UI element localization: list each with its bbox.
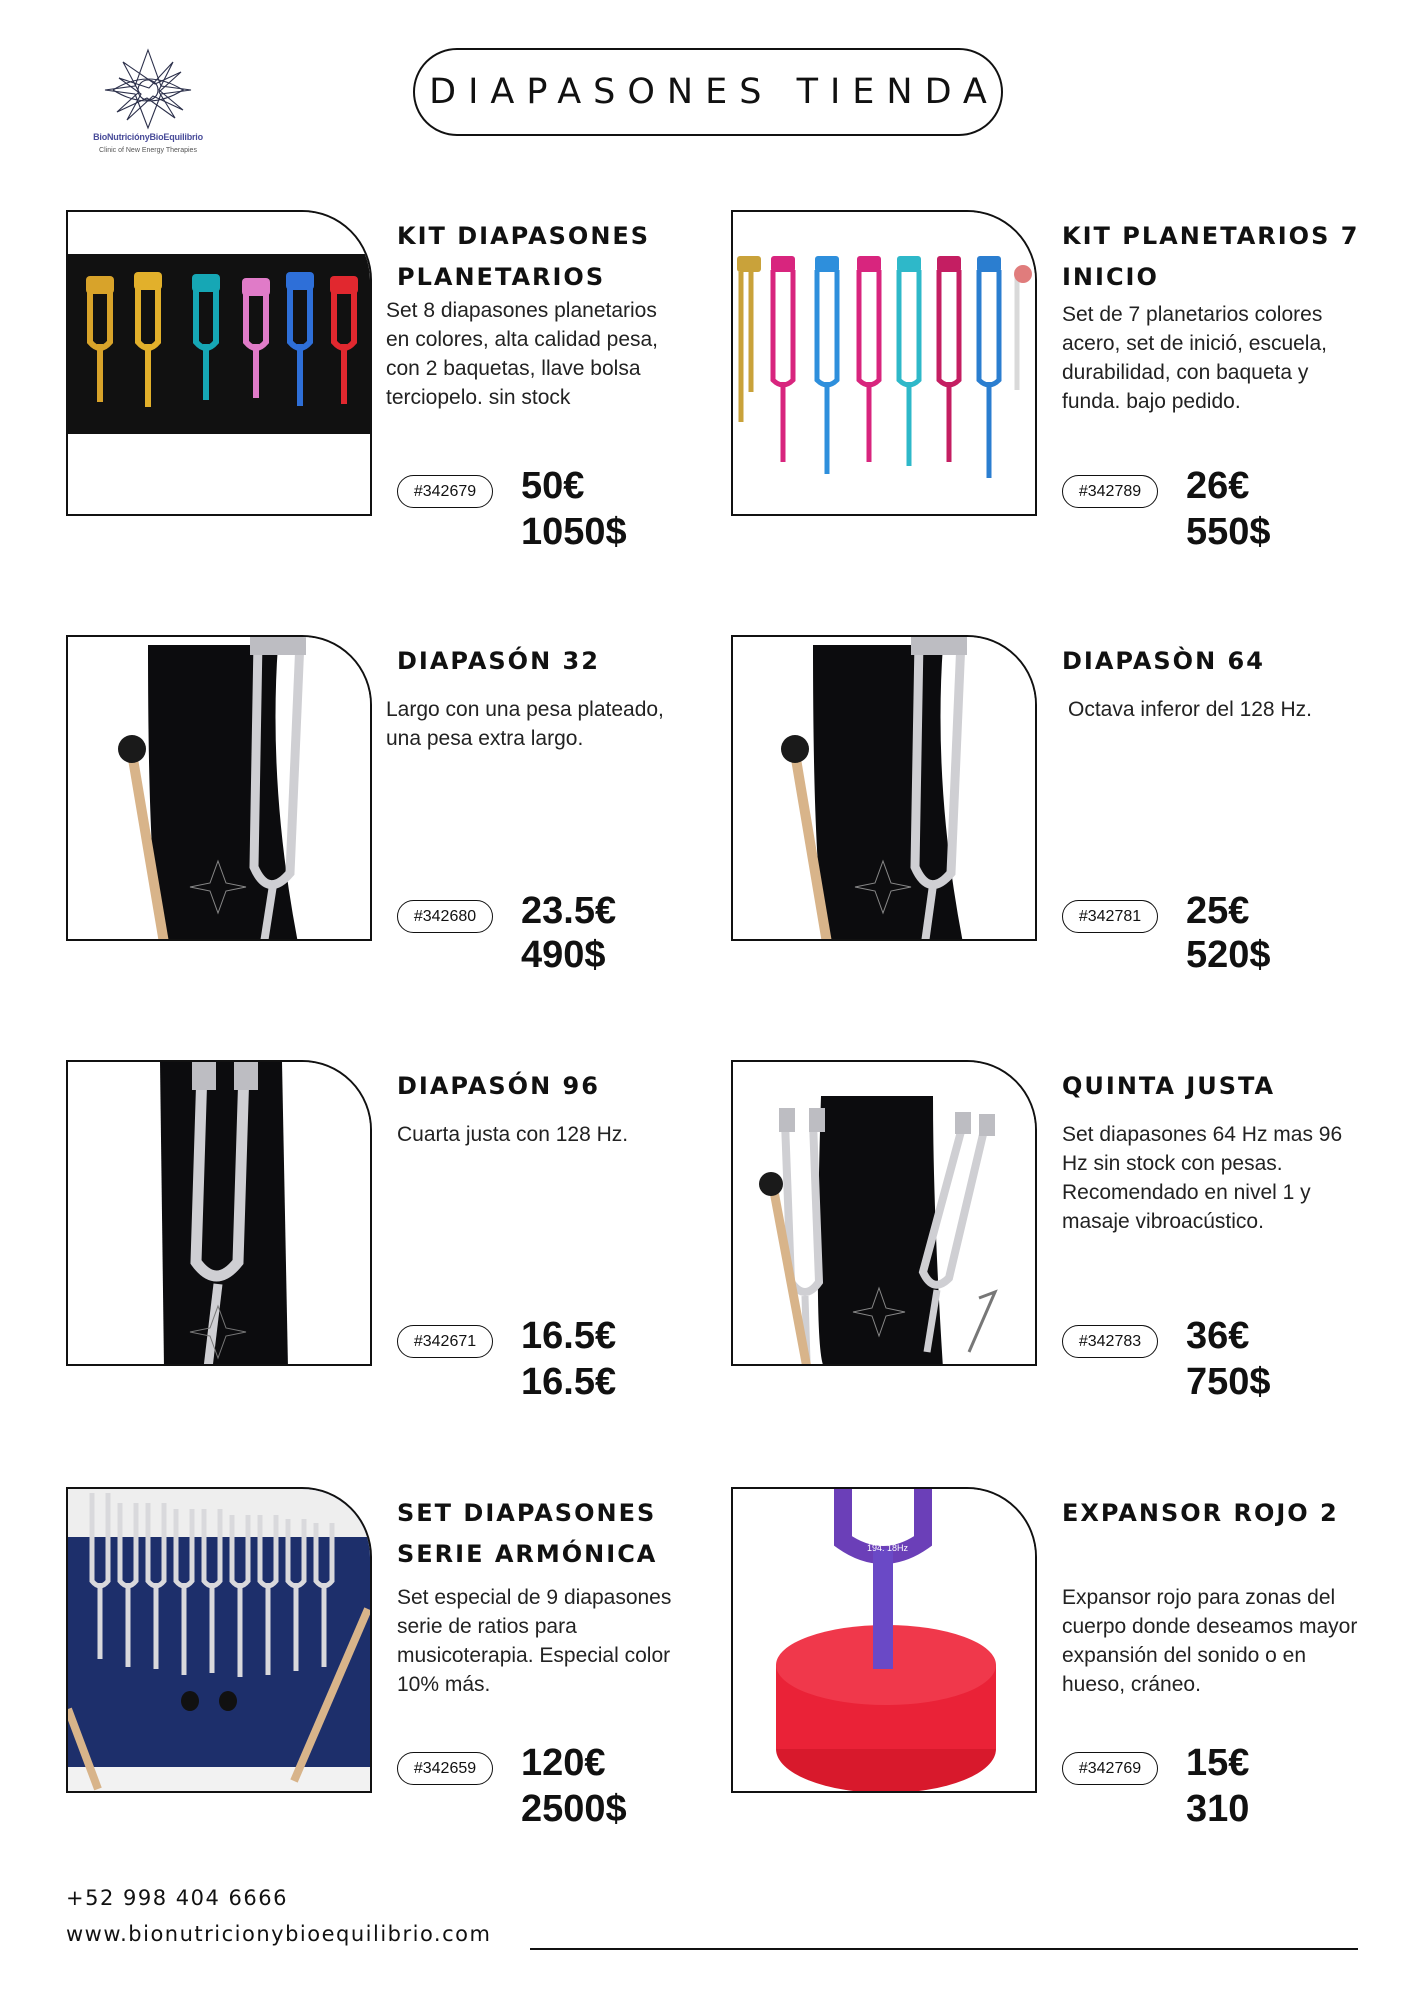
price-usd: 550$ — [1186, 511, 1271, 553]
product-name: SET DIAPASONES SERIE ARMÓNICA — [397, 1499, 658, 1568]
purple-fork-on-red-expander-image — [733, 1489, 1037, 1793]
price-eur: 50€ — [521, 465, 585, 507]
brand-tagline: Clinic of New Energy Therapies — [99, 147, 197, 154]
product-card[interactable] — [66, 1487, 706, 1830]
product-image[interactable] — [731, 1060, 1037, 1366]
footer-divider — [530, 1948, 1358, 1950]
page-title: DIAPASONES TIENDA — [429, 72, 999, 112]
product-name: KIT DIAPASONES PLANETARIOS — [397, 222, 651, 291]
product-description: Expansor rojo para zonas del cuerpo donde deseamos mayor expansión del sonido o en hueso, cráneo. — [1062, 1586, 1358, 1696]
price-usd: 1050$ — [521, 511, 627, 553]
price-usd: 2500$ — [521, 1788, 627, 1830]
silver-fork-with-mallet-image — [68, 637, 372, 941]
product-code-badge: #342769 — [1062, 1752, 1158, 1785]
footer-website-link[interactable]: www.bionutricionybioequilibrio.com — [66, 1922, 492, 1946]
price-usd: 16.5€ — [521, 1361, 617, 1403]
product-code-badge: #342680 — [397, 900, 493, 933]
price-eur: 36€ — [1186, 1315, 1250, 1357]
product-name: DIAPASÓN 96 — [397, 1072, 600, 1100]
product-name: DIAPASÒN 64 — [1062, 647, 1265, 675]
product-code-badge: #342659 — [397, 1752, 493, 1785]
nine-silver-forks-image — [68, 1489, 372, 1793]
page-title-pill — [413, 48, 1003, 136]
product-image[interactable] — [731, 1487, 1037, 1793]
product-image[interactable] — [66, 1487, 372, 1793]
product-description: Cuarta justa con 128 Hz. — [397, 1123, 629, 1146]
price-eur: 23.5€ — [521, 890, 617, 932]
product-image[interactable] — [731, 635, 1037, 941]
price-usd: 490$ — [521, 934, 606, 976]
product-code-badge: #342671 — [397, 1325, 493, 1358]
product-image[interactable] — [66, 1060, 372, 1366]
product-card[interactable] — [66, 1060, 706, 1403]
product-card[interactable] — [731, 1060, 1371, 1403]
product-description: Set de 7 planetarios colores acero, set de inició, escuela, durabilidad, con baqueta y funda. bajo pedido. — [1062, 303, 1327, 413]
silver-fork-on-bag-image — [68, 1062, 372, 1366]
product-image[interactable] — [731, 210, 1037, 516]
brand-name: BioNutriciónyBioEquilibrio — [93, 132, 203, 142]
product-image[interactable] — [66, 635, 372, 941]
price-eur: 15€ — [1186, 1742, 1250, 1784]
product-image[interactable] — [66, 210, 372, 516]
image-frequency-label: 194. 18Hz — [867, 1543, 909, 1553]
price-usd: 520$ — [1186, 934, 1271, 976]
colored-tuning-forks-row-image — [733, 212, 1037, 516]
product-code-badge: #342679 — [397, 475, 493, 508]
product-name: QUINTA JUSTA — [1062, 1072, 1276, 1100]
price-eur: 26€ — [1186, 465, 1250, 507]
product-name: EXPANSOR ROJO 2 — [1062, 1499, 1339, 1527]
product-description: Octava inferor del 128 Hz. — [1068, 698, 1312, 721]
price-usd: 750$ — [1186, 1361, 1271, 1403]
product-description: Set diapasones 64 Hz mas 96 Hz sin stock con pesas. Recomendado en nivel 1 y masaje vibroacústico. — [1062, 1123, 1343, 1233]
product-card[interactable] — [731, 1487, 1371, 1830]
product-card[interactable] — [66, 635, 706, 976]
product-code-badge: #342781 — [1062, 900, 1158, 933]
star-knot-icon — [103, 48, 193, 130]
product-name: KIT PLANETARIOS 7 INICIO — [1062, 222, 1360, 291]
price-eur: 16.5€ — [521, 1315, 617, 1357]
colored-tuning-forks-image — [68, 212, 372, 516]
product-name: DIAPASÓN 32 — [397, 647, 600, 675]
product-card[interactable] — [731, 635, 1371, 976]
footer-phone[interactable]: +52 998 404 6666 — [66, 1886, 288, 1910]
price-usd: 310 — [1186, 1788, 1250, 1830]
product-description: Set especial de 9 diapasones serie de ratios para musicoterapia. Especial color 10% más. — [397, 1586, 672, 1696]
product-code-badge: #342783 — [1062, 1325, 1158, 1358]
price-eur: 25€ — [1186, 890, 1250, 932]
product-card[interactable] — [66, 210, 706, 553]
price-eur: 120€ — [521, 1742, 606, 1784]
two-forks-with-mallet-image — [733, 1062, 1037, 1366]
product-description: Largo con una pesa plateado, una pesa extra largo. — [386, 698, 664, 750]
brand-logo — [88, 48, 208, 166]
product-card[interactable] — [731, 210, 1371, 553]
silver-fork-with-mallet-image — [733, 637, 1037, 941]
product-description: Set 8 diapasones planetarios en colores, alta calidad pesa, con 2 baquetas, llave bolsa terciopelo. sin stock — [386, 299, 659, 409]
product-code-badge: #342789 — [1062, 475, 1158, 508]
